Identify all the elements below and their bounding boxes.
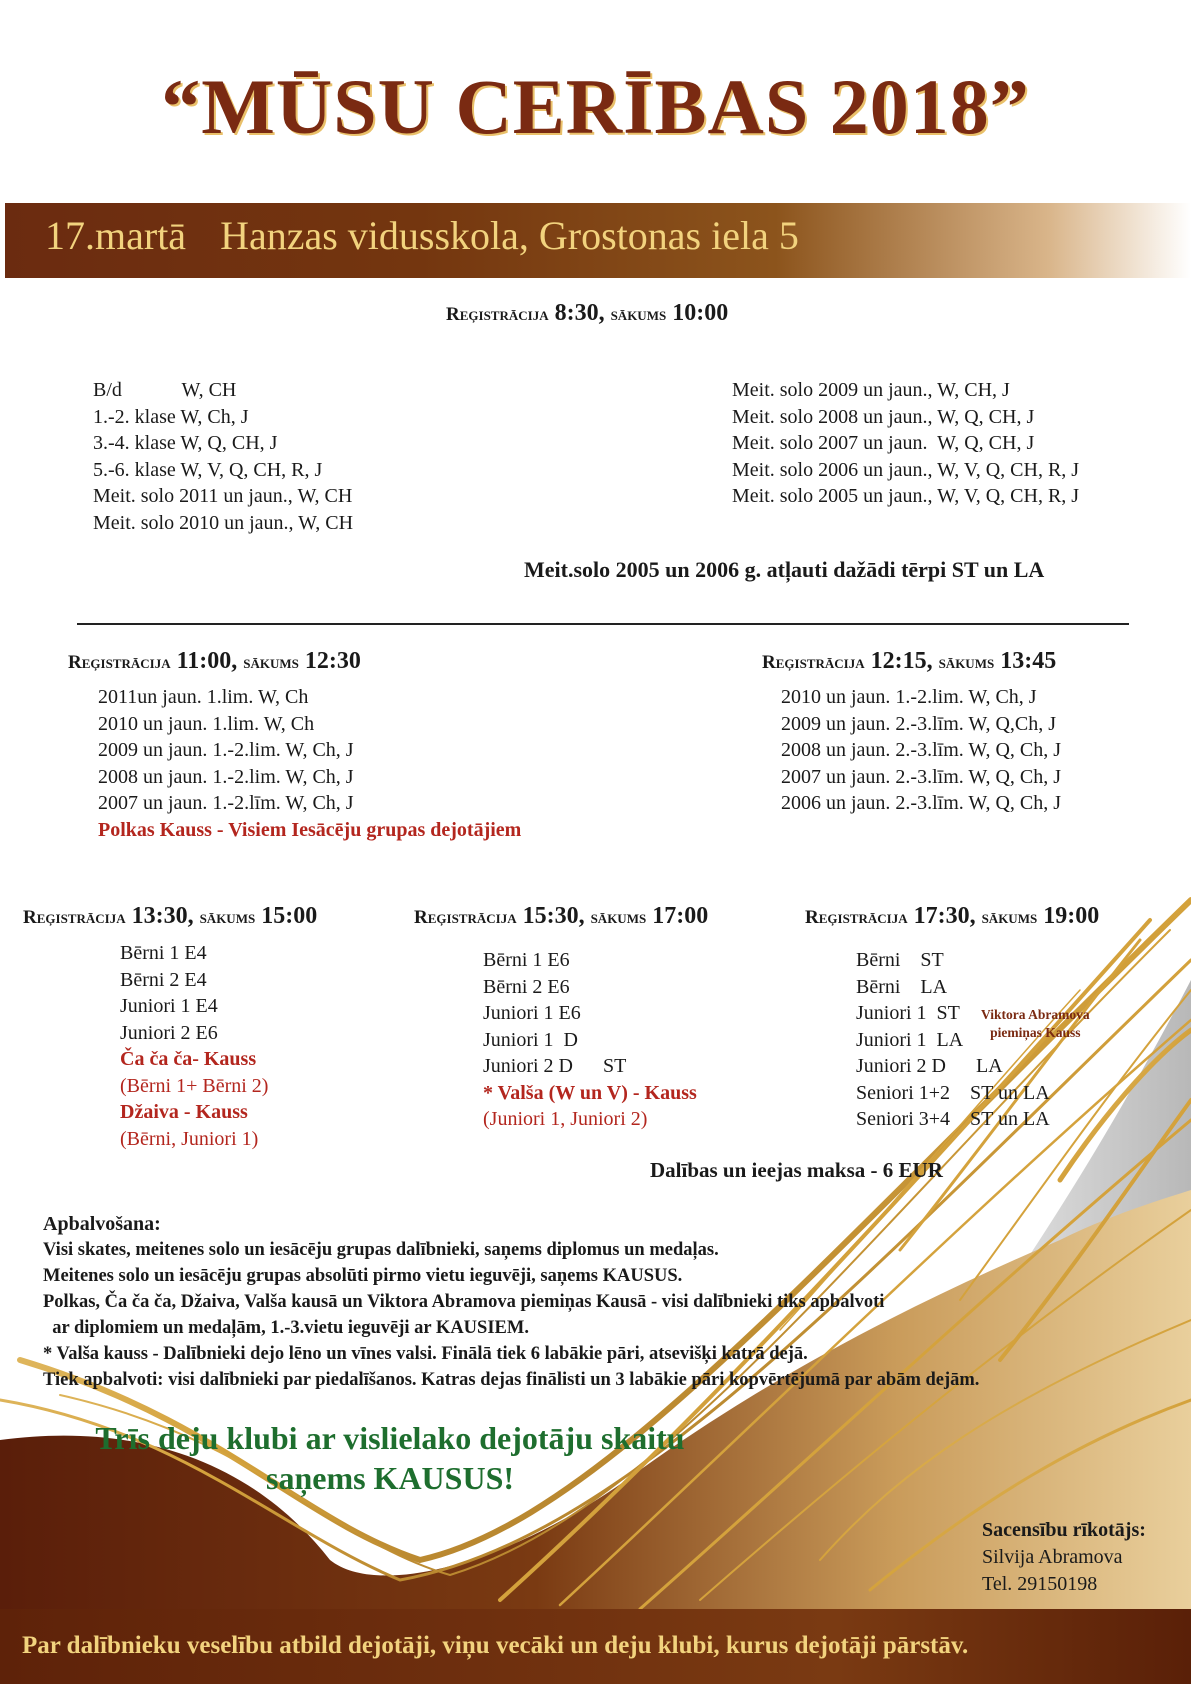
jive-cup-groups: (Bērni, Juniori 1): [120, 1127, 259, 1150]
awards-section: [43, 1211, 979, 1393]
list-item: 2011un jaun. 1.lim. W, Ch: [98, 686, 309, 708]
clubs-line: saņems KAUSUS!: [265, 1460, 515, 1496]
list-item: Meit. solo 2010 un jaun., W, CH: [93, 511, 354, 534]
organizer-name: Silvija Abramova: [982, 1546, 1123, 1568]
memorial-line: Viktora Abramova: [981, 1007, 1090, 1022]
list-item: 5.-6. klase W, V, Q, CH, R, J: [93, 458, 323, 481]
awards-line: Meitenes solo un iesācēju grupas absolūti pirmo vietu ieguvēji, saņems KAUSUS.: [43, 1266, 683, 1286]
footer-disclaimer: Par dalībnieku veselību atbild dejotāji, viņu vecāki un deju klubi, kurus dejotāji pārstāv.: [22, 1632, 969, 1659]
list-item: 3.-4. klase W, Q, CH, J: [93, 432, 278, 454]
memorial-cup-label: [981, 1006, 1090, 1042]
start-label: sākums: [938, 652, 995, 673]
list-item: Meit. solo 2006 un jaun., W, V, Q, CH, R, J: [732, 458, 1080, 481]
list-item: Meit. solo 2007 un jaun. W, Q, CH, J: [732, 432, 1035, 454]
list-item: Juniori 1 E4: [120, 995, 218, 1017]
start-label: sākums: [981, 907, 1038, 928]
organizer-block: [982, 1517, 1146, 1598]
list-item: 2010 un jaun. 1.-2.lim. W, Ch, J: [781, 686, 1037, 708]
awards-heading: Apbalvošana:: [43, 1213, 161, 1235]
start-time: 10:00: [672, 300, 729, 326]
organizer-label: Sacensību rīkotājs:: [982, 1519, 1146, 1541]
list-item: 2007 un jaun. 2.-3.līm. W, Q, Ch, J: [781, 765, 1062, 788]
session5-list: [483, 947, 697, 1133]
session3-list: [781, 684, 1061, 817]
list-item: Juniori 1 ST: [856, 1002, 960, 1024]
reg-label: Reģistrācija: [805, 907, 908, 928]
jive-cup: Džaiva - Kauss: [120, 1101, 248, 1123]
reg-time: 11:00,: [176, 648, 238, 674]
list-item: Juniori 1 D: [483, 1028, 578, 1051]
reg-time: 12:15,: [870, 648, 933, 674]
divider: [77, 623, 1129, 625]
event-venue: Hanzas vidusskola, Grostonas iela 5: [220, 213, 799, 258]
list-item: Juniori 1 LA: [856, 1028, 964, 1051]
entry-fee: Dalības un ieejas maksa - 6 EUR: [650, 1158, 943, 1182]
start-time: 19:00: [1043, 903, 1100, 929]
costume-note: Meit.solo 2005 un 2006 g. atļauti dažādi tērpi ST un LA: [524, 557, 1045, 582]
session4-header: [23, 903, 317, 930]
start-label: sākums: [590, 907, 647, 928]
list-item: Meit. solo 2011 un jaun., W, CH: [93, 485, 353, 507]
polka-cup: Polkas Kauss - Visiem Iesācēju grupas dejotājiem: [98, 818, 522, 841]
reg-time: 15:30,: [522, 903, 585, 929]
list-item: Seniori 3+4 ST un LA: [856, 1108, 1050, 1130]
start-label: sākums: [199, 907, 256, 928]
list-item: Bērni 1 E6: [483, 949, 570, 971]
list-item: 2006 un jaun. 2.-3.līm. W, Q, Ch, J: [781, 792, 1062, 814]
waltz-cup-groups: (Juniori 1, Juniori 2): [483, 1108, 648, 1130]
list-item: Juniori 1 E6: [483, 1002, 581, 1024]
list-item: Juniori 2 E6: [120, 1021, 218, 1044]
list-item: Bērni 2 E6: [483, 975, 570, 998]
list-item: 1.-2. klase W, Ch, J: [93, 405, 249, 428]
banner-text: [45, 212, 833, 259]
reg-time: 17:30,: [913, 903, 976, 929]
list-item: Bērni 1 E4: [120, 942, 207, 964]
session4-list: [120, 940, 268, 1152]
session1-left-list: [93, 377, 353, 536]
reg-label: Reģistrācija: [23, 907, 126, 928]
list-item: 2008 un jaun. 1.-2.lim. W, Ch, J: [98, 765, 354, 788]
clubs-cup-announcement: [60, 1418, 720, 1498]
list-item: Seniori 1+2 ST un LA: [856, 1081, 1050, 1104]
reg-label: Reģistrācija: [446, 304, 549, 325]
reg-label: Reģistrācija: [414, 907, 517, 928]
session2-list: [98, 684, 521, 843]
list-item: 2007 un jaun. 1.-2.līm. W, Ch, J: [98, 792, 354, 814]
list-item: B/d W, CH: [93, 379, 237, 401]
clubs-line: Trīs deju klubi ar vislielako dejotāju skaitu: [95, 1420, 685, 1456]
session1-header: [446, 300, 728, 327]
list-item: Bērni LA: [856, 975, 948, 998]
start-time: 12:30: [304, 648, 361, 674]
start-time: 15:00: [261, 903, 318, 929]
awards-line: Tiek apbalvoti: visi dalībnieki par piedalīšanos. Katras dejas finālisti un 3 labākie pāri kopvērtējumā par abām dejām.: [43, 1370, 980, 1390]
event-date: 17.martā: [45, 213, 187, 258]
list-item: Juniori 2 D ST: [483, 1055, 627, 1077]
awards-line: Polkas, Ča ča ča, Džaiva, Valša kausā un Viktora Abramova piemiņas Kausā - visi dalībnieki tiks apbalvoti: [43, 1292, 885, 1312]
list-item: 2008 un jaun. 2.-3.līm. W, Q, Ch, J: [781, 739, 1062, 761]
page-title: “MŪSU CERĪBAS 2018”: [161, 63, 1030, 150]
list-item: 2009 un jaun. 1.-2.lim. W, Ch, J: [98, 739, 354, 761]
reg-time: 13:30,: [131, 903, 194, 929]
chacha-cup-groups: (Bērni 1+ Bērni 2): [120, 1074, 269, 1097]
chacha-cup: Ča ča ča- Kauss: [120, 1048, 257, 1070]
reg-time: 8:30,: [554, 300, 605, 326]
start-time: 17:00: [652, 903, 709, 929]
session3-header: [762, 648, 1056, 675]
session2-header: [68, 648, 361, 675]
list-item: Meit. solo 2008 un jaun., W, Q, CH, J: [732, 405, 1035, 428]
reg-label: Reģistrācija: [68, 652, 171, 673]
reg-label: Reģistrācija: [762, 652, 865, 673]
start-label: sākums: [243, 652, 299, 673]
memorial-line: piemiņas Kauss: [990, 1025, 1081, 1040]
awards-line: Visi skates, meitenes solo un iesācēju grupas dalībnieki, saņems diplomus un medaļas.: [43, 1240, 719, 1260]
list-item: Bērni ST: [856, 949, 944, 971]
list-item: 2010 un jaun. 1.lim. W, Ch: [98, 712, 315, 735]
session6-header: [805, 903, 1099, 930]
awards-line: * Valša kauss - Dalībnieki dejo lēno un vīnes valsi. Finālā tiek 6 labākie pāri, atsevišķi katrā dejā.: [43, 1344, 808, 1364]
list-item: Meit. solo 2005 un jaun., W, V, Q, CH, R, J: [732, 485, 1080, 507]
session1-right-list: [732, 377, 1079, 510]
session5-header: [414, 903, 708, 930]
list-item: Bērni 2 E4: [120, 968, 207, 991]
awards-line: ar diplomiem un medaļām, 1.-3.vietu ieguvēji ar KAUSIEM.: [43, 1318, 529, 1338]
waltz-cup: * Valša (W un V) - Kauss: [483, 1081, 697, 1104]
list-item: 2009 un jaun. 2.-3.līm. W, Q,Ch, J: [781, 712, 1057, 735]
list-item: Meit. solo 2009 un jaun., W, CH, J: [732, 379, 1010, 401]
start-label: sākums: [610, 304, 667, 325]
start-time: 13:45: [1000, 648, 1057, 674]
list-item: Juniori 2 D LA: [856, 1055, 1003, 1077]
organizer-phone: Tel. 29150198: [982, 1573, 1098, 1595]
